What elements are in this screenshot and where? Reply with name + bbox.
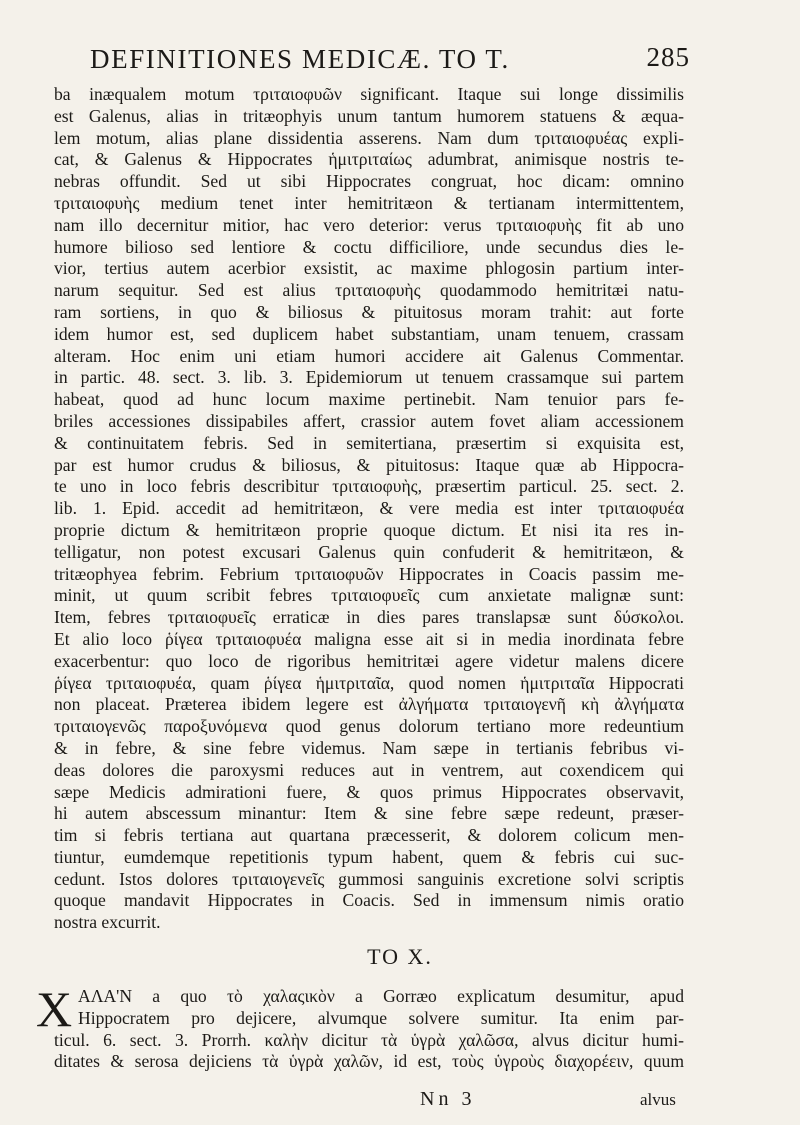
text-line: te uno in loco febris describitur τριταιοφυὴς, præsertim particul. 25. sect. 2. — [54, 476, 684, 497]
text-line: lib. 1. Epid. accedit ad hemitritæon, & vere media est inter τριταιοφυέα — [54, 498, 684, 519]
page-number: 285 — [646, 42, 690, 72]
catchword: alvus — [640, 1090, 676, 1109]
section-heading: TO X. — [367, 944, 433, 969]
section-paragraph — [36, 981, 684, 1073]
text-line: est Galenus, alias in tritæophyis unum tantum humorem statuens & æqua- — [54, 105, 684, 126]
text-line: ram sortiens, in quo & biliosus & pituitosus moram trahit: aut forte — [54, 301, 684, 322]
text-line: telligatur, non potest excusari Galenus quin confuderit & hemitritæon, & — [54, 541, 684, 562]
text-line: vior, tertius autem acerbior exsistit, ac maxime phlogosin partium inter- — [54, 258, 684, 279]
section-line: Hippocratem pro dejicere, alvumque solvere sumitur. Ita enim par- — [78, 1007, 684, 1028]
signature-mark: Nn 3 — [420, 1088, 476, 1110]
text-line: proprie dictum & hemitritæon proprie quoque dictum. Et nisi ita res in- — [54, 519, 684, 540]
text-line: cat, & Galenus & Hippocrates ἡμιτριταίως adumbrat, animisque nostris te- — [54, 149, 684, 170]
section-line: ΑΛΑ'Ν a quo τὸ χαλαςικὸν a Gorræo explicatum desumitur, apud — [78, 986, 684, 1006]
text-line: quoque mandavit Hippocrates in Coacis. Sed in immensum nimis oratio — [54, 890, 684, 911]
section-line: ticul. 6. sect. 3. Prorrh. καλὴν dicitur τὰ ὑγρὰ χαλῶσα, alvus dicitur humi- — [54, 1029, 684, 1050]
text-line: tiuntur, eumdemque repetitionis typum habent, quem & febris cui suc- — [54, 846, 684, 867]
text-line: tritæophyea febrim. Febrium τριταιοφυῶν Hippocrates in Coacis passim me- — [54, 563, 684, 584]
text-line: alteram. Hoc enim uni etiam humori accidere ait Galenus Commentar. — [54, 345, 684, 366]
text-line: briles accessiones dissipabiles affert, crassior autem fovet aliam accessionem — [54, 410, 684, 431]
text-line: humore bilioso sed lentiore & coctu difficiliore, unde secundus dies le- — [54, 236, 684, 257]
section-line: ditates & serosa dejiciens τὰ ὑγρὰ χαλῶν, id est, τοὺς ὑγροὺς διαχορέειν, quum — [54, 1051, 684, 1072]
text-line: deas dolores die paroxysmi reduces aut in ventrem, aut coxendicem qui — [54, 759, 684, 780]
text-line: τριταιογενῶς παροξυνόμενα quod genus dolorum tertiano more redeuntium — [54, 716, 684, 737]
text-line: & in febre, & sine febre videmus. Nam sæpe in tertianis febribus vi- — [54, 737, 684, 758]
text-line: nebras offundit. Sed ut sibi Hippocrates congruat, hoc dicam: omnino — [54, 171, 684, 192]
text-line: in partic. 48. sect. 3. lib. 3. Epidemiorum ut tenuem crassamque sui partem — [54, 367, 684, 388]
text-line: hi autem abscessum minantur: Item & sine febre sæpe redeunt, præser- — [54, 803, 684, 824]
text-line: habeat, quod ad hunc locum maxime pertinebit. Nam tenuior pars fe- — [54, 389, 684, 410]
text-line: τριταιοφυὴς medium tenet inter hemitritæon & tertianam intermittentem, — [54, 192, 684, 213]
body-paragraph — [54, 84, 684, 934]
text-line: & continuitatem febris. Sed in semitertiana, præsertim si exquisita est, — [54, 432, 684, 453]
drop-cap: X — [36, 981, 73, 1037]
text-line: par est humor crudus & biliosus, & pituitosus: Itaque quæ ab Hippocra- — [54, 454, 684, 475]
text-line: cedunt. Istos dolores τριταιογενεῖς gummosi sanguinis excretione solvi scriptis — [54, 868, 684, 889]
text-line: nam illo decernitur mitior, hac vero deterior: verus τριταιοφυὴς fit ab uno — [54, 214, 684, 235]
text-line: nostra excurrit. — [54, 912, 161, 933]
text-line: sæpe Medicis admirationi fuere, & quos primus Hippocrates observavit, — [54, 781, 684, 802]
text-line: ῥίγεα τριταιοφυέα, quam ῥίγεα ἡμιτριταῖα, quod nomen ἡμιτριταῖα Hippocrati — [54, 672, 684, 693]
text-line: lem motum, alias plane dissidentia asserens. Nam dum τριταιοφυέας expli- — [54, 127, 684, 148]
page-header-title: DEFINITIONES MEDICÆ. TO T. — [90, 44, 510, 74]
text-line: non placeat. Præterea ibidem legere est ἀλγήματα τριταιογενῆ κὴ ἀλγήματα — [54, 694, 684, 715]
text-line: narum sequitur. Sed est alius τριταιοφυὴς quodammodo hemitritæi natu- — [54, 280, 684, 301]
running-head — [90, 40, 690, 80]
text-line: minit, ut quum scribit febres τριταιοφυεῖς cum anxietate malignæ sunt: — [54, 585, 684, 606]
text-line: exacerbentur: quo loco de rigoribus hemitritæi agere videtur malens dicere — [54, 650, 684, 671]
text-line: Et alio loco ῥίγεα τριταιοφυέα maligna esse ait si in media inordinata febre — [54, 628, 684, 649]
text-line: Item, febres τριταιοφυεῖς erraticæ in dies pares translapsæ sunt δύσκολοι. — [54, 607, 684, 628]
text-line: idem humor est, sed duplicem habet substantiam, unam tenuem, crassam — [54, 323, 684, 344]
text-line: ba inæqualem motum τριταιοφυῶν significant. Itaque sui longe dissimilis — [54, 84, 684, 104]
text-line: tim si febris tertiana aut quartana præcesserit, & dolorem colicum men- — [54, 825, 684, 846]
